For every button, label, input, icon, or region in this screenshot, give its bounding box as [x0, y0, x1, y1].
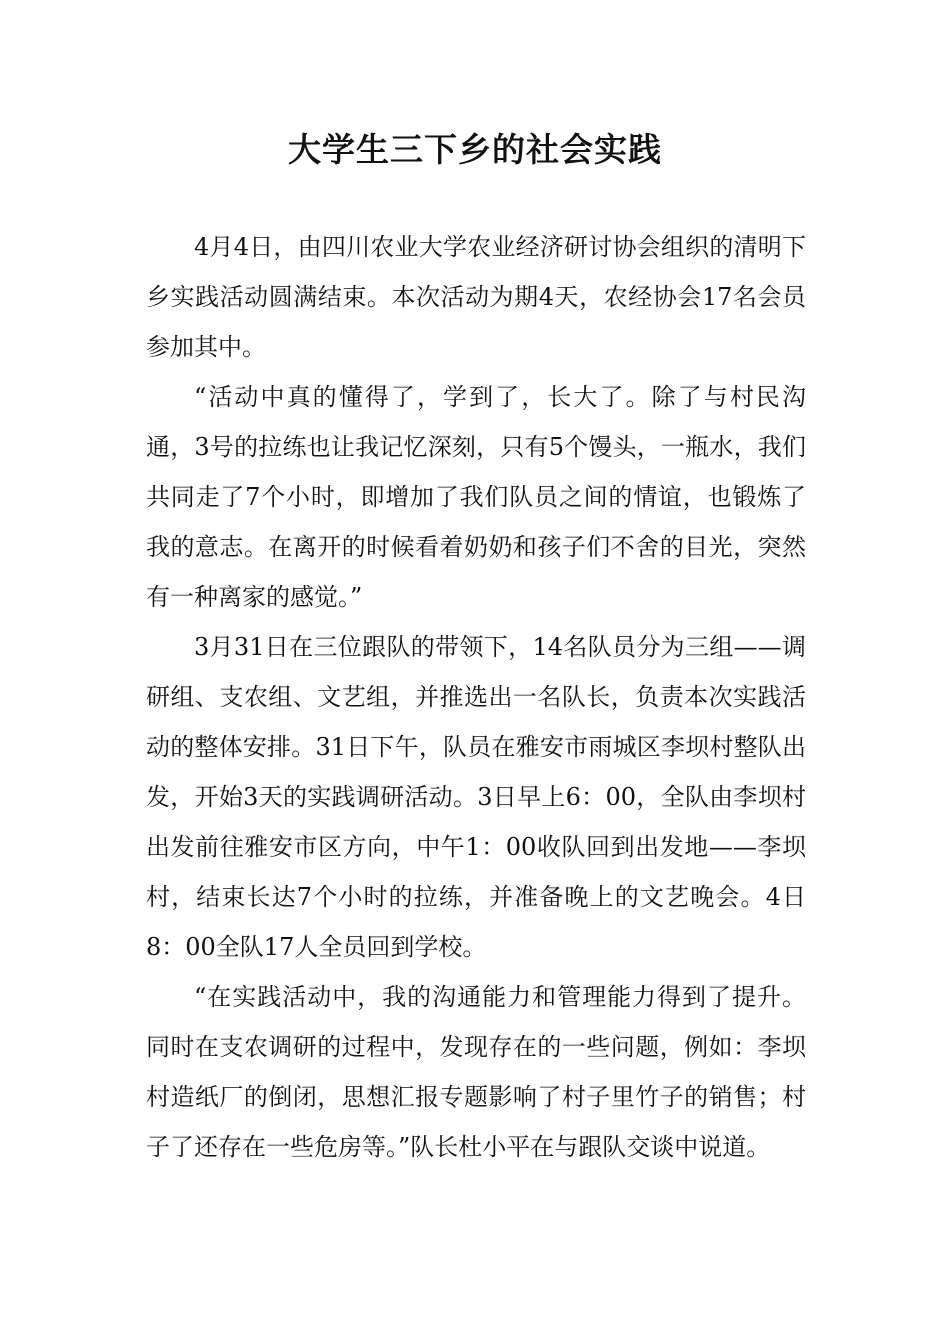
- document-title: 大学生三下乡的社会实践: [288, 130, 662, 169]
- paragraph-4: “在实践活动中，我的沟通能力和管理能力得到了提升。同时在支农调研的过程中，发现存在的一些问题，例如：李坝村造纸厂的倒闭，思想汇报专题影响了村子里竹子的销售；村子了还存在一些危房等。”队长杜小平在与跟队交谈中说道。: [146, 983, 806, 1161]
- document-body: [146, 222, 806, 1172]
- paragraph-1: 4月4日，由四川农业大学农业经济研讨协会组织的清明下乡实践活动圆满结束。本次活动为期4天，农经协会17名会员参加其中。: [146, 233, 806, 361]
- paragraph-2: “活动中真的懂得了，学到了，长大了。除了与村民沟通，3号的拉练也让我记忆深刻，只有5个馒头，一瓶水，我们共同走了7个小时，即增加了我们队员之间的情谊，也锻炼了我的意志。在离开的时候看着奶奶和孩子们不舍的目光，突然有一种离家的感觉。”: [146, 383, 806, 611]
- paragraph-3: 3月31日在三位跟队的带领下，14名队员分为三组——调研组、支农组、文艺组，并推选出一名队长，负责本次实践活动的整体安排。31日下午，队员在雅安市雨城区李坝村整队出发，开始3天的实践调研活动。3日早上6：00，全队由李坝村出发前往雅安市区方向，中午1：00收队回到出发地——李坝村，结束长达7个小时的拉练，并准备晚上的文艺晚会。4日8：00全队17人全员回到学校。: [146, 633, 806, 961]
